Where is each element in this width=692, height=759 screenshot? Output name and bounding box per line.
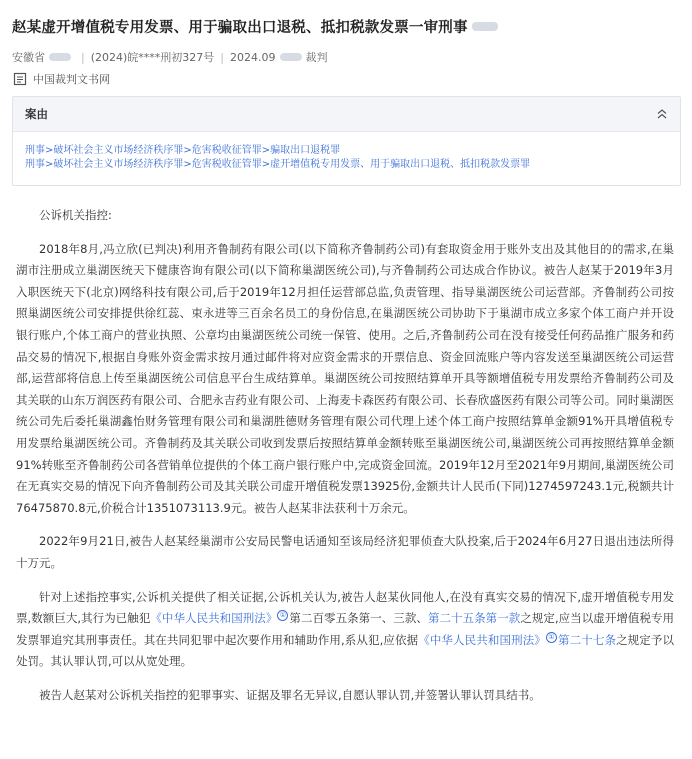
annotation-icon[interactable]: ① [546, 632, 557, 643]
opinion-text: 第二百零五条第一、三款、 [289, 611, 428, 626]
doc-type: 裁判 [305, 51, 328, 64]
opinion-paragraph [16, 587, 674, 673]
redacted-block [49, 53, 71, 61]
judgment-date: 2024.09 [230, 50, 276, 64]
law-link[interactable]: 《中华人民共和国刑法》 [150, 611, 278, 626]
case-cause-header[interactable] [13, 97, 680, 132]
law-link[interactable]: 《中华人民共和国刑法》 [418, 632, 546, 647]
title-row [12, 14, 682, 38]
surrender-paragraph: 2022年9月21日,被告人赵某经巢湖市公安局民警电话通知至该局经济犯罪侦查大队投案,后于2024年6月27日退出违法所得十万元。 [16, 534, 674, 570]
redacted-block [280, 53, 302, 61]
opinion-text: 之规定予以处罚。其认罪认罚,可以从宽处理。 [16, 632, 675, 669]
plea-paragraph: 被告人赵某对公诉机关指控的犯罪事实、证据及罪名无异议,自愿认罪认罚,并签署认罪认罚具结书。 [39, 687, 541, 702]
law-link[interactable]: 第二十七条 [557, 632, 617, 647]
charge-paragraph: 2018年8月,冯立欣(已判决)利用齐鲁制药有限公司(以下简称齐鲁制药公司)有套取资金用于账外支出及其他目的的需求,在巢湖市注册成立巢湖医统天下健康咨询有限公司(以下简称巢湖医统公司),与齐鲁制药公司达成合作协议。被告人赵某于2019年3月入职医统天下(北京)网络科技有限公司,后于2019年12月担任运营部总监,负责管理、指导巢湖医统公司运营部。齐鲁制药公司按照巢湖医统公司安排提供徐红蕊、束永进等三百余名员工的身份信息,在巢湖医统公司协助下于巢湖市成立多家个体工商户并开设银行账户,个体工商户的营业执照、公章均由巢湖医统公司统一保管、使用。之后,齐鲁制药公司在没有接受任何药品推广服务和药品交易的情况下,根据自身账外资金需求按月通过邮件将对应资金需求的开票信息、资金回流账户等内容发送至巢湖医统公司运营部,运营部将信息上传至巢湖医统公司信息平台生成结算单。巢湖医统公司按照结算单开具等额增值税专用发票给齐鲁制药公司及其关联的山东万润医药有限公司、合肥永吉药业有限公司、上海麦卡森医药有限公司、长春欣盛医药有限公司等公司。同时巢湖医统公司先后委托巢湖鑫怡财务管理有限公司和巢湖胜德财务管理有限公司代理上述个体工商户按照结算单金额91%开具增值税专用发票给巢湖医统公司。齐鲁制药及其关联公司收到发票后按照结算单金额转账至巢湖医统公司,巢湖医统公司再按照结算单金额91%转账至齐鲁制药公司各营销单位提供的个体工商户银行账户中,完成资金回流。2019年12月至2021年9月期间,巢湖医统公司在无真实交易的情况下向齐鲁制药公司及其关联公司虚开增值税发票13925份,金额共计人民币(下同)1274597243.1元,税额共计76475870.8元,价税合计1351073113.9元。被告人赵某非法获利十万余元。 [16, 241, 674, 515]
redacted-block [472, 22, 498, 31]
opinion-text: 针对上述指控事实,公诉机关提供了相关证据,公诉机关认为,被告人赵某伙同他人,在没有真实交易的情况下,虚开增值税专用发票,数额巨大,其行为已触犯 [16, 589, 674, 626]
cause-breadcrumb-2[interactable]: 刑事>破坏社会主义市场经济秩序罪>危害税收征管罪>虚开增值税专用发票、用于骗取出口退税、抵扣税款发票罪 [25, 159, 531, 170]
court-name: 安徽省 [12, 51, 45, 64]
case-number: (2024)皖****刑初327号 [90, 51, 215, 64]
law-link[interactable]: 第二十五条第一款 [427, 611, 521, 626]
case-cause-label: 案由 [25, 107, 48, 121]
prosecution-intro: 公诉机关指控: [39, 208, 112, 222]
case-cause-card [12, 96, 681, 186]
meta-separator: | [81, 50, 85, 64]
meta-separator: | [220, 50, 225, 64]
judgment-content [16, 205, 674, 706]
opinion-text: 之规定,应当以虚开增值税专用发票罪追究其刑事责任。其在共同犯罪中起次要作用和辅助作用,系从犯,应依据 [16, 611, 675, 647]
annotation-icon[interactable]: ① [277, 610, 288, 621]
page-title: 赵某虚开增值税专用发票、用于骗取出口退税、抵扣税款发票一审刑事 [12, 19, 468, 36]
case-meta [12, 49, 328, 65]
chevron-up-icon[interactable] [656, 108, 668, 120]
cause-breadcrumb-1[interactable]: 刑事>破坏社会主义市场经济秩序罪>危害税收征管罪>骗取出口退税罪 [25, 145, 341, 156]
case-cause-body [13, 132, 680, 172]
source-link[interactable] [13, 71, 110, 87]
document-icon [13, 72, 27, 86]
source-name: 中国裁判文书网 [33, 73, 110, 86]
